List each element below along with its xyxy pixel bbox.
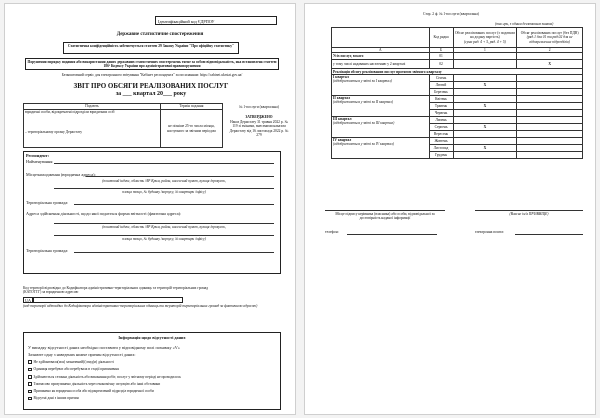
respondent-block [23,151,281,274]
reason-item[interactable] [28,382,278,386]
month-label: Червень [429,110,453,117]
value-cell[interactable] [453,138,517,145]
reason-label: Тимчасово призупинено діяльність через економічну ситуацію або інші обставини [33,381,161,386]
col-code-head: Код рядка [429,28,453,48]
location-field[interactable] [86,176,274,177]
section-row: Реалізація обсягу реалізованих послуг протягом звітного кварталу [332,69,583,75]
absence-reasons [28,360,278,404]
value-cell[interactable] [517,89,583,96]
month-label: Травень [429,103,453,110]
col-2-head [517,28,583,48]
month-label: Жовтень [429,138,453,145]
name-label: Найменування: [26,159,54,164]
value-cell[interactable] [517,131,583,138]
phone-field[interactable] [347,234,437,235]
letter-b: Б [429,48,453,53]
value-cell[interactable] [517,124,583,131]
approved-text: Наказ Держстату 31 травня 2022 р. № 119 зі змінами, внесеними наказом Держстату від 16 листопада 2022 р. № 279 [229,120,289,137]
activity-address-field-2[interactable] [54,235,274,236]
name-sign-line[interactable] [475,210,583,211]
row-code: 01 [429,53,453,60]
letter-a: А [332,48,430,53]
month-label: Квітень [429,96,453,103]
reason-label: Відсутні дані з інших причин [33,396,79,401]
activity-hint-2: площа тощо, № будинку /корпусу, № квартири /офісу) [122,237,206,241]
edrpou-box[interactable] [155,16,277,25]
value-cell[interactable] [453,96,517,103]
katottg-code-field[interactable] [33,297,183,303]
katottg-hint: (код території відповідно до Кодифікатора адміністративно-територіальних одиниць та територій територіальних громад за фактичною адресою) [23,304,258,308]
x-mark: X [453,82,517,89]
activity-hint: (поштовий індекс, область /АР Крим, район, населений пункт, вулиця /провулок, [102,225,226,229]
value-cell-x: X [517,60,583,69]
submitters-table [23,103,223,148]
value-cell[interactable] [517,103,583,110]
location-field-2[interactable] [54,188,274,189]
value-cell[interactable] [517,110,583,117]
value-cell[interactable] [453,89,517,96]
quarter-hint: (відображається у звіті за II квартал) [333,100,394,105]
value-cell[interactable] [517,117,583,124]
units-note: (тис.грн, з одним десятковим знаком) [495,22,554,26]
reason-label: Не здійснювала(ися) зазначений(і) вид(и) діяльності [33,360,114,364]
absence-title: Інформація щодо відсутності даних [118,335,186,340]
reason-checkbox[interactable] [28,375,32,379]
value-cell[interactable] [517,75,583,82]
col-deadline: Термін подання [160,104,222,110]
quarter-name: I квартал [333,75,349,80]
col-1-head [453,28,517,48]
row-population: у тому числі надаваних населенню у 2 кварталі [332,60,430,69]
value-cell[interactable] [517,96,583,103]
reason-checkbox[interactable] [28,390,32,394]
value-cell[interactable] [517,53,583,60]
form-page-1 [4,3,296,415]
quarter-name: II квартал [333,96,351,101]
reason-checkbox[interactable] [28,397,32,401]
month-label: Березень [429,89,453,96]
value-cell[interactable] [453,75,517,82]
name-field[interactable] [54,163,274,164]
col-submitters: Подають [24,104,161,110]
reason-label: Припинено як юридична особа або відокремлений підрозділ юридичної особи [33,389,154,394]
x-mark: X [453,124,517,131]
col-1-note: (сума ряд. 4 + 5, ряд. 4 + 5) [463,39,506,44]
report-title: ЗВІТ ПРО ОБСЯГИ РЕАЛІЗОВАНИХ ПОСЛУГ [73,82,229,90]
value-cell[interactable] [453,152,517,159]
territory2-field[interactable] [74,252,274,253]
quarter-cell [332,96,430,117]
letter-2: 2 [517,48,583,53]
location-hint: (поштовий індекс, область /АР Крим, район, населений пункт, вулиця /провулок, [102,179,226,183]
reason-checkbox[interactable] [28,382,32,386]
reason-checkbox[interactable] [28,360,32,364]
location-label: Місцезнаходження (юридична адреса): [26,172,96,177]
value-cell[interactable] [453,131,517,138]
month-label: Липень [429,117,453,124]
value-cell[interactable] [517,138,583,145]
month-label: Грудень [429,152,453,159]
quarter-cell [332,138,430,159]
month-label: Лютий [429,82,453,89]
violation-box: Порушення порядку подання або використання даних державних статистичних спостережень тягне за собою відповідальність, яка встановлена статтею 186² Кодексу України про адміністративні правопорушення [25,58,279,70]
reason-item[interactable] [28,360,278,364]
row-code: 02 [429,60,453,69]
month-label: Вересень [429,131,453,138]
quarter-hint: (відображається у звіті за IV квартал) [333,142,395,147]
form-number: № 1-послуги (квартальна) [239,105,279,109]
submitters-cell [24,110,161,148]
signature-line[interactable] [325,210,445,211]
deadline-cell: не пізніше 25-го числа місяця, наступного за звітним періодом [160,110,222,148]
x-mark: X [453,145,517,152]
value-cell[interactable] [453,117,517,124]
submitters-text: юридичні особи, відокремлені підрозділи юридичних осіб [25,110,115,114]
value-cell[interactable] [517,82,583,89]
services-table [331,27,583,159]
phone-label: телефон: [325,230,339,234]
value-cell[interactable] [517,145,583,152]
katottg-note: Код території відповідно до Кодифікатора адміністративно-територіальних одиниць та територій територіальних громад (КАТОТТГ) за юридичною адресою [23,286,209,295]
reason-item[interactable] [28,389,278,393]
electronic-note: Безкоштовний сервіс для електронного звітування "Кабінет респондента" за посиланням: https://cabinet.ukrstat.gov.ua/ [61,73,243,77]
territory2-label: Територіальна громада: [26,248,69,253]
reason-item[interactable] [28,367,278,371]
sign-hint: (Власне ім'я ПРІЗВИЩЕ) [509,212,549,216]
month-label: Листопад [429,145,453,152]
month-label: Січень [429,75,453,82]
reason-item[interactable] [28,396,278,400]
month-label: Серпень [429,124,453,131]
reason-checkbox[interactable] [28,368,32,372]
territory-field[interactable] [74,204,274,205]
report-period: за ___ квартал 20___ року [115,91,187,97]
approved-heading: ЗАТВЕРДЖЕНО [245,115,273,119]
value-cell[interactable] [517,152,583,159]
row-all-services: Усіх послуг, всього [332,53,430,60]
quarter-cell [332,117,430,138]
location-hint-2: площа тощо, № будинку /корпусу, № квартири /офісу) [122,190,206,194]
quarter-cell [332,75,430,96]
quarter-name: III квартал [333,117,352,122]
email-label: електронна пошта: [475,230,504,234]
value-cell[interactable] [453,110,517,117]
form-page-2 [304,3,596,415]
responsible-label: Місце підпису керівника (власника) або особи, відповідальної за достовірність наданої інформації [335,212,435,221]
submit-to: – територіальному органу Держстату [25,130,82,135]
letter-1: 1 [453,48,517,53]
edrpou-label: Ідентифікаційний код ЄДРПОУ [158,19,215,24]
page2-header: Стор. 2 ф. № 1-послуги (квартальна) [422,12,480,16]
activity-address-field[interactable] [54,223,274,224]
absence-block [23,332,281,410]
agency-heading: Державне статистичне спостереження [116,32,204,37]
reason-label: Одиниця перебуває або перебувала в стадії припинення [33,367,119,372]
reason-item[interactable] [28,375,278,379]
col-a-head [332,28,430,48]
ua-code: UA [25,298,32,303]
reason-label: Здійснюється сезонна діяльність або виконання робіт, послуг у звітному періоді не проводилось [33,374,182,379]
value-cell[interactable] [453,53,517,60]
absence-question: У випадку відсутності даних необхідно поставити у відповідному полі позначку «V» [28,345,180,350]
absence-prompt: Зазначте одну з наведених нижче причин відсутності даних: [28,352,136,357]
x-mark: X [453,103,517,110]
activity-address-label: Адреса здійснення діяльності, щодо якої подається форма звітності (фактична адреса): [26,211,182,216]
territory-label: Територіальна громада: [26,200,69,205]
quarter-hint: (відображається у звіті за III квартал) [333,121,395,126]
quarter-name: IV квартал [333,138,352,143]
confidentiality-box: Статистична конфіденційність забезпечується статтею 29 Закону України "Про офіційну статистику" [63,42,239,54]
email-field[interactable] [515,234,583,235]
col-1-title: Обсяг реалізованих послуг (з податком на додану вартість) [454,31,515,40]
respondent-label: Респондент: [26,153,50,158]
value-cell[interactable] [453,60,517,69]
quarter-hint: (відображається у звіті за I квартал) [333,79,392,84]
col-2-note: (ряд.1 для 01 та ряд.02 для не відокремлених підрозділів) [526,35,573,44]
col-2-title: Обсяг реалізованих послуг (без ПДВ) [520,31,579,36]
